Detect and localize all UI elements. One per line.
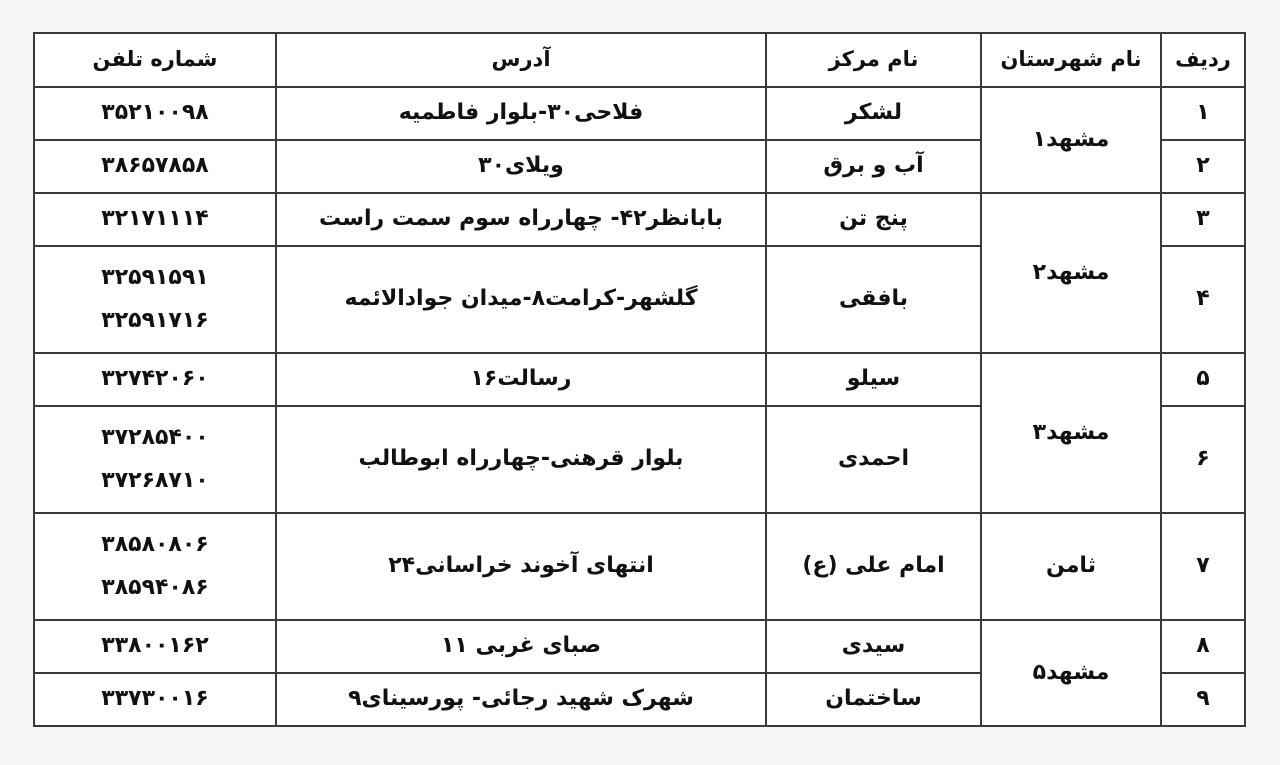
phone-number: ۳۲۷۴۲۰۶۰ xyxy=(101,366,209,392)
header-center: نام مرکز xyxy=(766,33,981,87)
phone-cell xyxy=(34,513,276,620)
row-number-cell: ۹ xyxy=(1161,673,1245,726)
center-name-cell: بافقی xyxy=(766,246,981,353)
phone-cell xyxy=(34,673,276,726)
phone-number: ۳۳۸۰۰۱۶۲ xyxy=(101,633,209,659)
header-phone: شماره تلفن xyxy=(34,33,276,87)
center-name-cell: سیلو xyxy=(766,353,981,406)
phone-cell xyxy=(34,620,276,673)
address-cell: انتهای آخوند خراسانی۲۴ xyxy=(276,513,766,620)
row-number-cell: ۲ xyxy=(1161,140,1245,193)
row-number-cell: ۶ xyxy=(1161,406,1245,513)
table-row xyxy=(34,87,1245,140)
row-number-cell: ۸ xyxy=(1161,620,1245,673)
table-row xyxy=(34,513,1245,620)
center-name-cell: پنج تن xyxy=(766,193,981,246)
address-cell: شهرک شهید رجائی- پورسینای۹ xyxy=(276,673,766,726)
address-cell: بابانظر۴۲- چهارراه سوم سمت راست xyxy=(276,193,766,246)
address-cell: صبای غربی ۱۱ xyxy=(276,620,766,673)
phone-number: ۳۷۲۶۸۷۱۰ xyxy=(101,467,209,493)
phone-number: ۳۵۲۱۰۰۹۸ xyxy=(101,100,209,126)
phone-cell xyxy=(34,87,276,140)
table-row xyxy=(34,193,1245,246)
address-cell: ویلای۳۰ xyxy=(276,140,766,193)
phone-cell xyxy=(34,406,276,513)
header-city: نام شهرستان xyxy=(981,33,1161,87)
center-name-cell: ساختمان xyxy=(766,673,981,726)
table-body xyxy=(34,87,1245,726)
header-row-number: ردیف xyxy=(1161,33,1245,87)
row-number-cell: ۷ xyxy=(1161,513,1245,620)
address-cell: بلوار قرهنی-چهارراه ابوطالب xyxy=(276,406,766,513)
center-name-cell: احمدی xyxy=(766,406,981,513)
phone-number: ۳۷۲۸۵۴۰۰ xyxy=(101,425,209,451)
city-name-cell: مشهد۵ xyxy=(981,620,1161,726)
phone-number: ۳۳۷۳۰۰۱۶ xyxy=(101,686,209,712)
phone-number: ۳۲۵۹۱۷۱۶ xyxy=(101,307,209,333)
phone-cell xyxy=(34,353,276,406)
city-name-cell: مشهد۱ xyxy=(981,87,1161,193)
address-cell: فلاحی۳۰-بلوار فاطمیه xyxy=(276,87,766,140)
phone-number: ۳۲۵۹۱۵۹۱ xyxy=(101,265,209,291)
phone-number: ۳۸۵۸۰۸۰۶ xyxy=(101,532,209,558)
row-number-cell: ۴ xyxy=(1161,246,1245,353)
phone-number: ۳۸۶۵۷۸۵۸ xyxy=(101,153,209,179)
phone-number: ۳۲۱۷۱۱۱۴ xyxy=(101,206,209,232)
center-name-cell: سیدی xyxy=(766,620,981,673)
table-row xyxy=(34,620,1245,673)
address-cell: گلشهر-کرامت۸-میدان جوادالائمه xyxy=(276,246,766,353)
row-number-cell: ۳ xyxy=(1161,193,1245,246)
header-address: آدرس xyxy=(276,33,766,87)
phone-number: ۳۸۵۹۴۰۸۶ xyxy=(101,574,209,600)
phone-cell xyxy=(34,193,276,246)
center-name-cell: امام علی (ع) xyxy=(766,513,981,620)
row-number-cell: ۵ xyxy=(1161,353,1245,406)
center-name-cell: لشکر xyxy=(766,87,981,140)
header-row xyxy=(34,33,1245,87)
row-number-cell: ۱ xyxy=(1161,87,1245,140)
address-cell: رسالت۱۶ xyxy=(276,353,766,406)
city-name-cell: مشهد۳ xyxy=(981,353,1161,513)
phone-cell xyxy=(34,140,276,193)
table-row xyxy=(34,353,1245,406)
city-name-cell: ثامن xyxy=(981,513,1161,620)
center-name-cell: آب و برق xyxy=(766,140,981,193)
city-name-cell: مشهد۲ xyxy=(981,193,1161,353)
health-centers-table xyxy=(33,32,1246,727)
phone-cell xyxy=(34,246,276,353)
